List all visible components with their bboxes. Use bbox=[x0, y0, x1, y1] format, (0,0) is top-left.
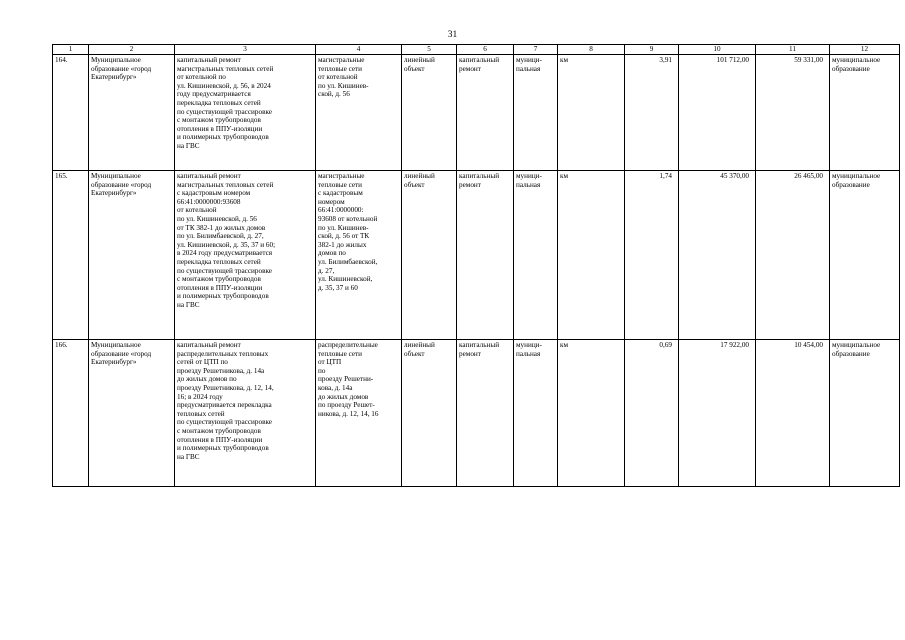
length-cell: 3,91 bbox=[625, 55, 679, 171]
row-index: 166. bbox=[53, 340, 89, 487]
ownership-cell: муници- пальная bbox=[514, 171, 558, 340]
length-cell: 1,74 bbox=[625, 171, 679, 340]
column-header: 5 bbox=[402, 45, 457, 55]
table-row bbox=[53, 340, 900, 487]
work-description-cell: капитальный ремонт магистральных тепловых сетей с кадастровым номером 66:41:0000000:93608 от котельной по ул. Кишиневской, д. 56 от ТК 382-1 до жилых домов по ул. Билимбаевской, д. 27, ул. Кишиневской, д. 35, 37 и 60; в 2024 году предусматривается перекладка тепловых сетей по существующей трассировке с монтажом трубопроводов отопления в ППУ-изоляции и полимерных трубопроводов на ГВС bbox=[175, 171, 316, 340]
funding-cell: 26 465,00 bbox=[756, 171, 830, 340]
table-row bbox=[53, 55, 900, 171]
column-header: 7 bbox=[514, 45, 558, 55]
column-header: 9 bbox=[625, 45, 679, 55]
object-type-cell: линейный объект bbox=[402, 171, 457, 340]
ownership-cell: муници- пальная bbox=[514, 55, 558, 171]
column-header: 12 bbox=[830, 45, 900, 55]
responsible-cell: муниципальное образование bbox=[830, 340, 900, 487]
unit-cell: км bbox=[558, 55, 625, 171]
work-description-cell: капитальный ремонт распределительных тепловых сетей от ЦТП по проезду Решетникова, д. 14а до жилых домов по проезду Решетникова, д. 12, 14, 16; в 2024 году предусматривается перекладка тепловых сетей по существующей трассировке с монтажом трубопроводов отопления в ППУ-изоляции и полимерных трубопроводов на ГВС bbox=[175, 340, 316, 487]
work-type-cell: капитальный ремонт bbox=[457, 171, 514, 340]
column-header: 2 bbox=[89, 45, 175, 55]
length-cell: 0,69 bbox=[625, 340, 679, 487]
row-index: 165. bbox=[53, 171, 89, 340]
work-description-cell: капитальный ремонт магистральных тепловых сетей от котельной по ул. Кишиневской, д. 56, в 2024 году предусматривается перекладка тепловых сетей по существующей трассировке с монтажом трубопроводов отопления в ППУ-изоляции и полимерных трубопроводов на ГВС bbox=[175, 55, 316, 171]
unit-cell: км bbox=[558, 171, 625, 340]
object-type-cell: линейный объект bbox=[402, 340, 457, 487]
work-type-cell: капитальный ремонт bbox=[457, 55, 514, 171]
owner-cell: Муниципальное образование «город Екатеринбург» bbox=[89, 55, 175, 171]
header-row bbox=[53, 45, 900, 55]
cost-cell: 45 370,00 bbox=[679, 171, 756, 340]
column-header: 11 bbox=[756, 45, 830, 55]
unit-cell: км bbox=[558, 340, 625, 487]
row-index: 164. bbox=[53, 55, 89, 171]
column-header: 1 bbox=[53, 45, 89, 55]
ownership-cell: муници- пальная bbox=[514, 340, 558, 487]
object-name-cell: распределительные тепловые сети от ЦТП по проезду Решетни- кова, д. 14а до жилых домов по проезду Решет- никова, д. 12, 14, 16 bbox=[316, 340, 402, 487]
column-header: 4 bbox=[316, 45, 402, 55]
cost-cell: 17 922,00 bbox=[679, 340, 756, 487]
owner-cell: Муниципальное образование «город Екатеринбург» bbox=[89, 171, 175, 340]
responsible-cell: муниципальное образование bbox=[830, 171, 900, 340]
column-header: 8 bbox=[558, 45, 625, 55]
work-type-cell: капитальный ремонт bbox=[457, 340, 514, 487]
object-name-cell: магистральные тепловые сети от котельной по ул. Кишинев- ской, д. 56 bbox=[316, 55, 402, 171]
column-header: 6 bbox=[457, 45, 514, 55]
column-header: 3 bbox=[175, 45, 316, 55]
responsible-cell: муниципальное образование bbox=[830, 55, 900, 171]
column-header: 10 bbox=[679, 45, 756, 55]
table-row bbox=[53, 171, 900, 340]
cost-cell: 101 712,00 bbox=[679, 55, 756, 171]
data-table bbox=[52, 44, 900, 487]
object-name-cell: магистральные тепловые сети с кадастровым номером 66:41:0000000: 93608 от котельной по ул. Кишинев- ской, д. 56 от ТК 382-1 до жилых домов по ул. Билимбаевской, д. 27, ул. Кишиневской, д. 35, 37 и 60 bbox=[316, 171, 402, 340]
page-number: 31 bbox=[447, 30, 458, 40]
owner-cell: Муниципальное образование «город Екатеринбург» bbox=[89, 340, 175, 487]
funding-cell: 59 331,00 bbox=[756, 55, 830, 171]
object-type-cell: линейный объект bbox=[402, 55, 457, 171]
funding-cell: 10 454,00 bbox=[756, 340, 830, 487]
